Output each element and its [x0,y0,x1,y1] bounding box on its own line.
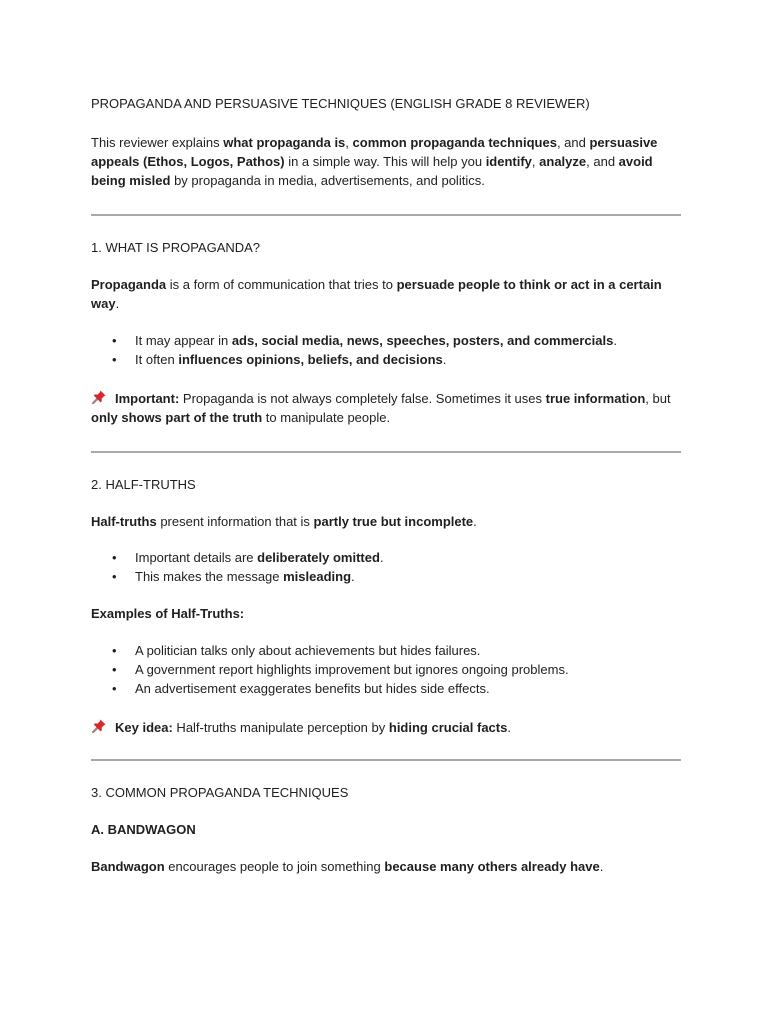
bold-run: because many others already have [384,859,600,874]
bold-run: avoid being misled [91,154,653,188]
list-item [91,679,681,698]
list-item [91,350,681,369]
list-item [91,548,681,567]
pushpin-icon [91,718,109,737]
section-divider [91,214,681,216]
text-run: is a form of communication that tries to [166,277,397,292]
examples-heading [91,604,681,623]
bold-run: influences opinions, beliefs, and decisions [178,352,443,367]
text-run: This reviewer explains [91,135,224,150]
bold-run: only shows part of the truth [91,410,263,425]
text-run: . [599,859,604,874]
text-run: An advertisement exaggerates benefits but hides side effects. [135,681,490,696]
text-run: Important details are [135,550,258,565]
important-note [91,389,681,427]
propaganda-bullet-list [91,331,681,369]
text-run: present information that is [156,514,314,529]
note-label: Key idea: [115,720,173,735]
bullet-icon: • [112,352,117,367]
text-run: Propaganda is not always completely false. Sometimes it uses [179,391,546,406]
bold-run: Half-truths [91,514,157,529]
text-run: , and [586,154,619,169]
bullet-icon: • [112,643,117,658]
text-run: . [473,514,477,529]
bold-run: true information [545,391,646,406]
bold-run: persuade people to think or act in a certain way [91,277,662,311]
text-run: in a simple way. This will help you [284,154,486,169]
bold-run: Examples of Half-Truths: [91,606,245,621]
section-divider [91,451,681,453]
section-divider [91,759,681,761]
text-run: , [345,135,353,150]
text-run: . [351,569,355,584]
bold-run: persuasive appeals (Ethos, Logos, Pathos) [91,135,658,169]
section-heading-what-is-propaganda: 1. WHAT IS PROPAGANDA? [91,240,261,255]
bullet-icon: • [112,333,117,348]
bold-run: partly true but incomplete [313,514,474,529]
bold-run: analyze [539,154,587,169]
examples-bullet-list [91,641,681,698]
text-run: encourages people to join something [164,859,385,874]
text-run: This makes the message [135,569,284,584]
bullet-icon: • [112,681,117,696]
half-truths-bullet-list [91,548,681,586]
text-run: by propaganda in media, advertisements, and politics. [170,173,485,188]
list-item [91,567,681,586]
bullet-icon: • [112,569,117,584]
list-item [91,641,681,660]
bold-run: hiding crucial facts [388,720,508,735]
document-content [91,94,681,876]
text-run: Half-truths manipulate perception by [172,720,389,735]
key-idea-note [91,718,681,737]
text-run: It often [135,352,179,367]
bandwagon-definition [91,857,681,876]
intro-paragraph [91,133,681,190]
text-run: . [442,352,447,367]
text-run: . [379,550,384,565]
subsection-heading-bandwagon [91,820,681,839]
list-item [91,331,681,350]
pushpin-icon [91,389,109,408]
propaganda-definition [91,275,681,313]
list-item [91,660,681,679]
text-run: A government report highlights improvement but ignores ongoing problems. [135,662,569,677]
bold-run: ads, social media, news, speeches, posters, and commercials [231,333,614,348]
bullet-icon: • [112,662,117,677]
text-run: , [531,154,540,169]
bold-run: misleading [283,569,352,584]
text-run: , but [645,391,671,406]
text-run: . [507,720,511,735]
text-run: . [613,333,617,348]
bold-run: what propaganda is [223,135,346,150]
bold-run: A. BANDWAGON [91,822,196,837]
section-heading-common-techniques: 3. COMMON PROPAGANDA TECHNIQUES [91,785,349,800]
note-label: Important: [115,391,180,406]
half-truths-definition [91,512,681,531]
bullet-icon: • [112,550,117,565]
text-run: It may appear in [135,333,232,348]
bold-run: identify [485,154,532,169]
bold-run: Bandwagon [91,859,165,874]
bold-run: Propaganda [91,277,167,292]
section-heading-half-truths: 2. HALF-TRUTHS [91,477,196,492]
text-run: A politician talks only about achievements but hides failures. [135,643,481,658]
text-run: , and [556,135,590,150]
text-run: to manipulate people. [262,410,391,425]
bold-run: common propaganda techniques [352,135,557,150]
document-title: PROPAGANDA AND PERSUASIVE TECHNIQUES (ENGLISH GRADE 8 REVIEWER) [91,96,590,111]
text-run: . [115,296,120,311]
bold-run: deliberately omitted [257,550,380,565]
